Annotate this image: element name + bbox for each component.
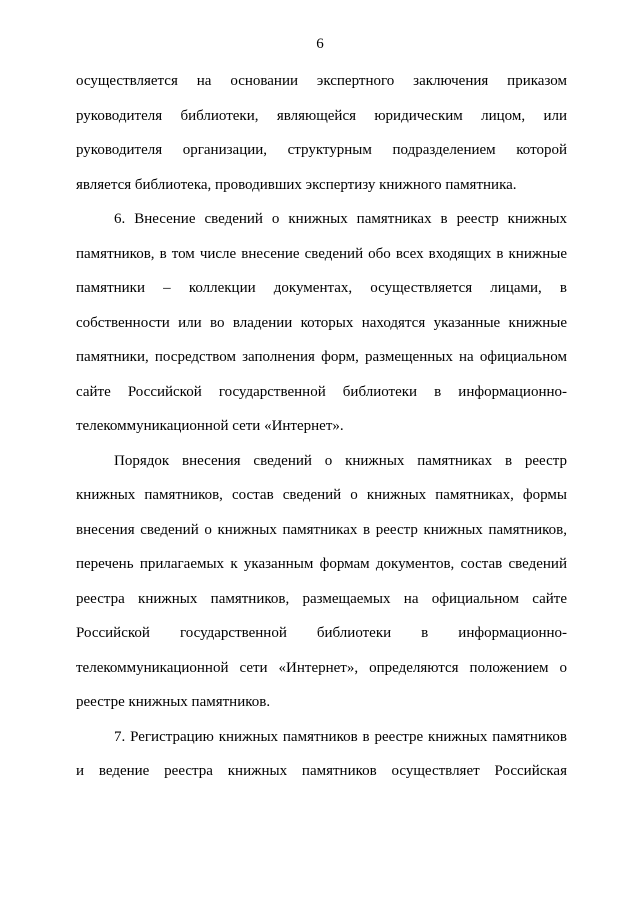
text-line: памятники – коллекции документах, осуществляется лицами, в — [76, 280, 567, 296]
text-line: сайте Российской государственной библиотеки в информационно- — [76, 383, 567, 400]
text-line: Российской государственной библиотеки в информационно- — [76, 625, 567, 641]
text-line: внесения сведений о книжных памятниках в реестр книжных памятников, — [76, 521, 567, 538]
text-line: памятники, посредством заполнения форм, размещенных на официальном — [76, 349, 567, 365]
text-line: книжных памятников, состав сведений о книжных памятниках, формы — [76, 487, 567, 503]
text-line: памятников, в том числе внесение сведений обо всех входящих в книжные — [76, 245, 567, 262]
paragraph — [76, 720, 567, 789]
text-line: реестра книжных памятников, размещаемых на официальном сайте — [76, 590, 567, 607]
text-line: собственности или во владении которых находятся указанные книжные — [76, 314, 567, 331]
text-line: является библиотека, проводивших экспертизу книжного памятника. — [76, 176, 517, 193]
text-line: осуществляется на основании экспертного заключения приказом — [76, 73, 567, 89]
text-line: руководителя библиотеки, являющейся юридическим лицом, или — [76, 107, 567, 124]
text-line: 6. Внесение сведений о книжных памятниках в реестр книжных — [114, 211, 567, 227]
paragraph — [76, 444, 567, 720]
text-line: 7. Регистрацию книжных памятников в реестре книжных памятников — [114, 728, 567, 745]
text-line: руководителя организации, структурным подразделением которой — [76, 142, 567, 158]
text-line: Порядок внесения сведений о книжных памятниках в реестр — [114, 452, 567, 469]
text-line: и ведение реестра книжных памятников осуществляет Российская — [76, 763, 567, 779]
text-line: телекоммуникационной сети «Интернет», определяются положением о — [76, 659, 567, 676]
text-line: телекоммуникационной сети «Интернет». — [76, 418, 344, 434]
page-number: 6 — [316, 36, 324, 52]
paragraph — [76, 202, 567, 444]
text-line: перечень прилагаемых к указанным формам документов, состав сведений — [76, 556, 567, 572]
document-body — [76, 64, 567, 789]
text-line: реестре книжных памятников. — [76, 694, 271, 710]
paragraph — [76, 64, 567, 202]
